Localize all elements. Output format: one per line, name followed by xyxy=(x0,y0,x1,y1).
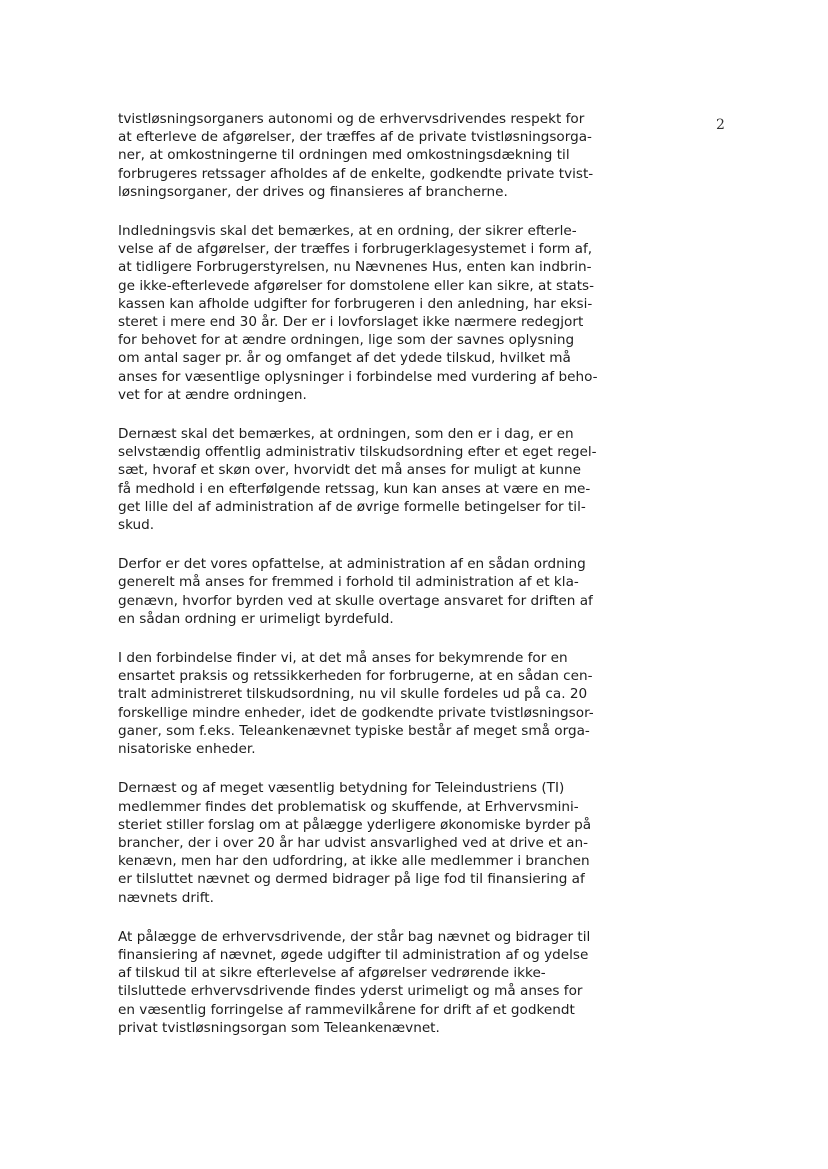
text-line: anses for væsentlige oplysninger i forbindelse med vurdering af beho- xyxy=(118,368,598,385)
text-line: steriet stiller forslag om at pålægge yderligere økonomiske byrder på xyxy=(118,816,592,833)
text-line: forskellige mindre enheder, idet de godkendte private tvistløsningsor- xyxy=(118,704,594,721)
text-line: ge ikke-efterlevede afgørelser for domstolene eller kan sikre, at stats- xyxy=(118,277,595,294)
paragraph-5 xyxy=(118,649,648,758)
text-line: er tilsluttet nævnet og dermed bidrager på lige fod til finansiering af xyxy=(118,871,585,888)
text-line: brancher, der i over 20 år har udvist ansvarlighed ved at drive et an- xyxy=(118,834,589,851)
text-line: privat tvistløsningsorgan som Teleankenævnet. xyxy=(118,1019,440,1036)
text-line: tilsluttede erhvervsdrivende findes yderst urimeligt og må anses for xyxy=(118,983,583,1000)
text-line: Indledningsvis skal det bemærkes, at en ordning, der sikrer efterle- xyxy=(118,223,577,240)
text-line: at efterleve de afgørelser, der træffes af de private tvistløsningsorga- xyxy=(118,129,592,146)
text-line: medlemmer findes det problematisk og skuffende, at Erhvervsmini- xyxy=(118,798,579,815)
text-line: at tidligere Forbrugerstyrelsen, nu Nævnenes Hus, enten kan indbrin- xyxy=(118,259,592,276)
text-line: få medhold i en efterfølgende retssag, kun kan anses at være en me- xyxy=(118,480,591,497)
text-line: genævn, hvorfor byrden ved at skulle overtage ansvaret for driften af xyxy=(118,592,593,609)
text-line: om antal sager pr. år og omfanget af det ydede tilskud, hvilket må xyxy=(118,350,571,367)
text-line: sæt, hvoraf et skøn over, hvorvidt det må anses for muligt at kunne xyxy=(118,462,581,479)
text-line: get lille del af administration af de øvrige formelle betingelser for til- xyxy=(118,498,586,515)
text-line: ganer, som f.eks. Teleankenævnet typiske består af meget små orga- xyxy=(118,722,590,739)
text-line: løsningsorganer, der drives og finansieres af brancherne. xyxy=(118,183,508,200)
paragraph-7 xyxy=(118,928,648,1037)
text-line: ner, at omkostningerne til ordningen med omkostningsdækning til xyxy=(118,147,570,164)
paragraph-4 xyxy=(118,555,648,628)
text-line: nævnets drift. xyxy=(118,889,214,906)
text-line: Dernæst skal det bemærkes, at ordningen, som den er i dag, er en xyxy=(118,426,574,443)
text-line: Dernæst og af meget væsentlig betydning for Teleindustriens (TI) xyxy=(118,780,565,797)
paragraph-1 xyxy=(118,110,648,201)
paragraph-2 xyxy=(118,222,648,404)
text-line: tralt administreret tilskudsordning, nu vil skulle fordeles ud på ca. 20 xyxy=(118,686,588,703)
text-line: steret i mere end 30 år. Der er i lovforslaget ikke nærmere redegjort xyxy=(118,314,584,331)
text-line: kenævn, men har den udfordring, at ikke alle medlemmer i branchen xyxy=(118,853,590,870)
text-line: nisatoriske enheder. xyxy=(118,741,256,758)
text-line: ensartet praksis og retssikkerheden for forbrugerne, at en sådan cen- xyxy=(118,668,593,685)
text-line: for behovet for at ændre ordningen, lige som der savnes oplysning xyxy=(118,332,575,349)
paragraph-3 xyxy=(118,425,648,534)
text-line: finansiering af nævnet, øgede udgifter til administration af og ydelse xyxy=(118,946,589,963)
text-line: en væsentlig forringelse af rammevilkårene for drift af et godkendt xyxy=(118,1001,575,1018)
text-line: en sådan ordning er urimeligt byrdefuld. xyxy=(118,610,394,627)
text-line: forbrugeres retssager afholdes af de enkelte, godkendte private tvist- xyxy=(118,165,594,182)
text-line: tvistløsningsorganers autonomi og de erhvervsdrivendes respekt for xyxy=(118,111,585,127)
text-line: skud. xyxy=(118,517,155,534)
text-line: vet for at ændre ordningen. xyxy=(118,386,307,403)
text-line: At pålægge de erhvervsdrivende, der står bag nævnet og bidrager til xyxy=(118,928,591,945)
text-line: velse af de afgørelser, der træffes i forbrugerklagesystemet i form af, xyxy=(118,241,593,258)
document-body xyxy=(118,110,648,1058)
text-line: generelt må anses for fremmed i forhold til administration af et kla- xyxy=(118,574,579,591)
paragraph-6 xyxy=(118,779,648,906)
text-line: kassen kan afholde udgifter for forbrugeren i den anledning, har eksi- xyxy=(118,295,593,312)
page-number: 2 xyxy=(716,117,725,133)
text-line: Derfor er det vores opfattelse, at administration af en sådan ordning xyxy=(118,556,586,573)
text-line: I den forbindelse finder vi, at det må anses for bekymrende for en xyxy=(118,650,568,667)
text-line: selvstændig offentlig administrativ tilskudsordning efter et eget regel- xyxy=(118,444,597,461)
text-line: af tilskud til at sikre efterlevelse af afgørelser vedrørende ikke- xyxy=(118,965,546,982)
